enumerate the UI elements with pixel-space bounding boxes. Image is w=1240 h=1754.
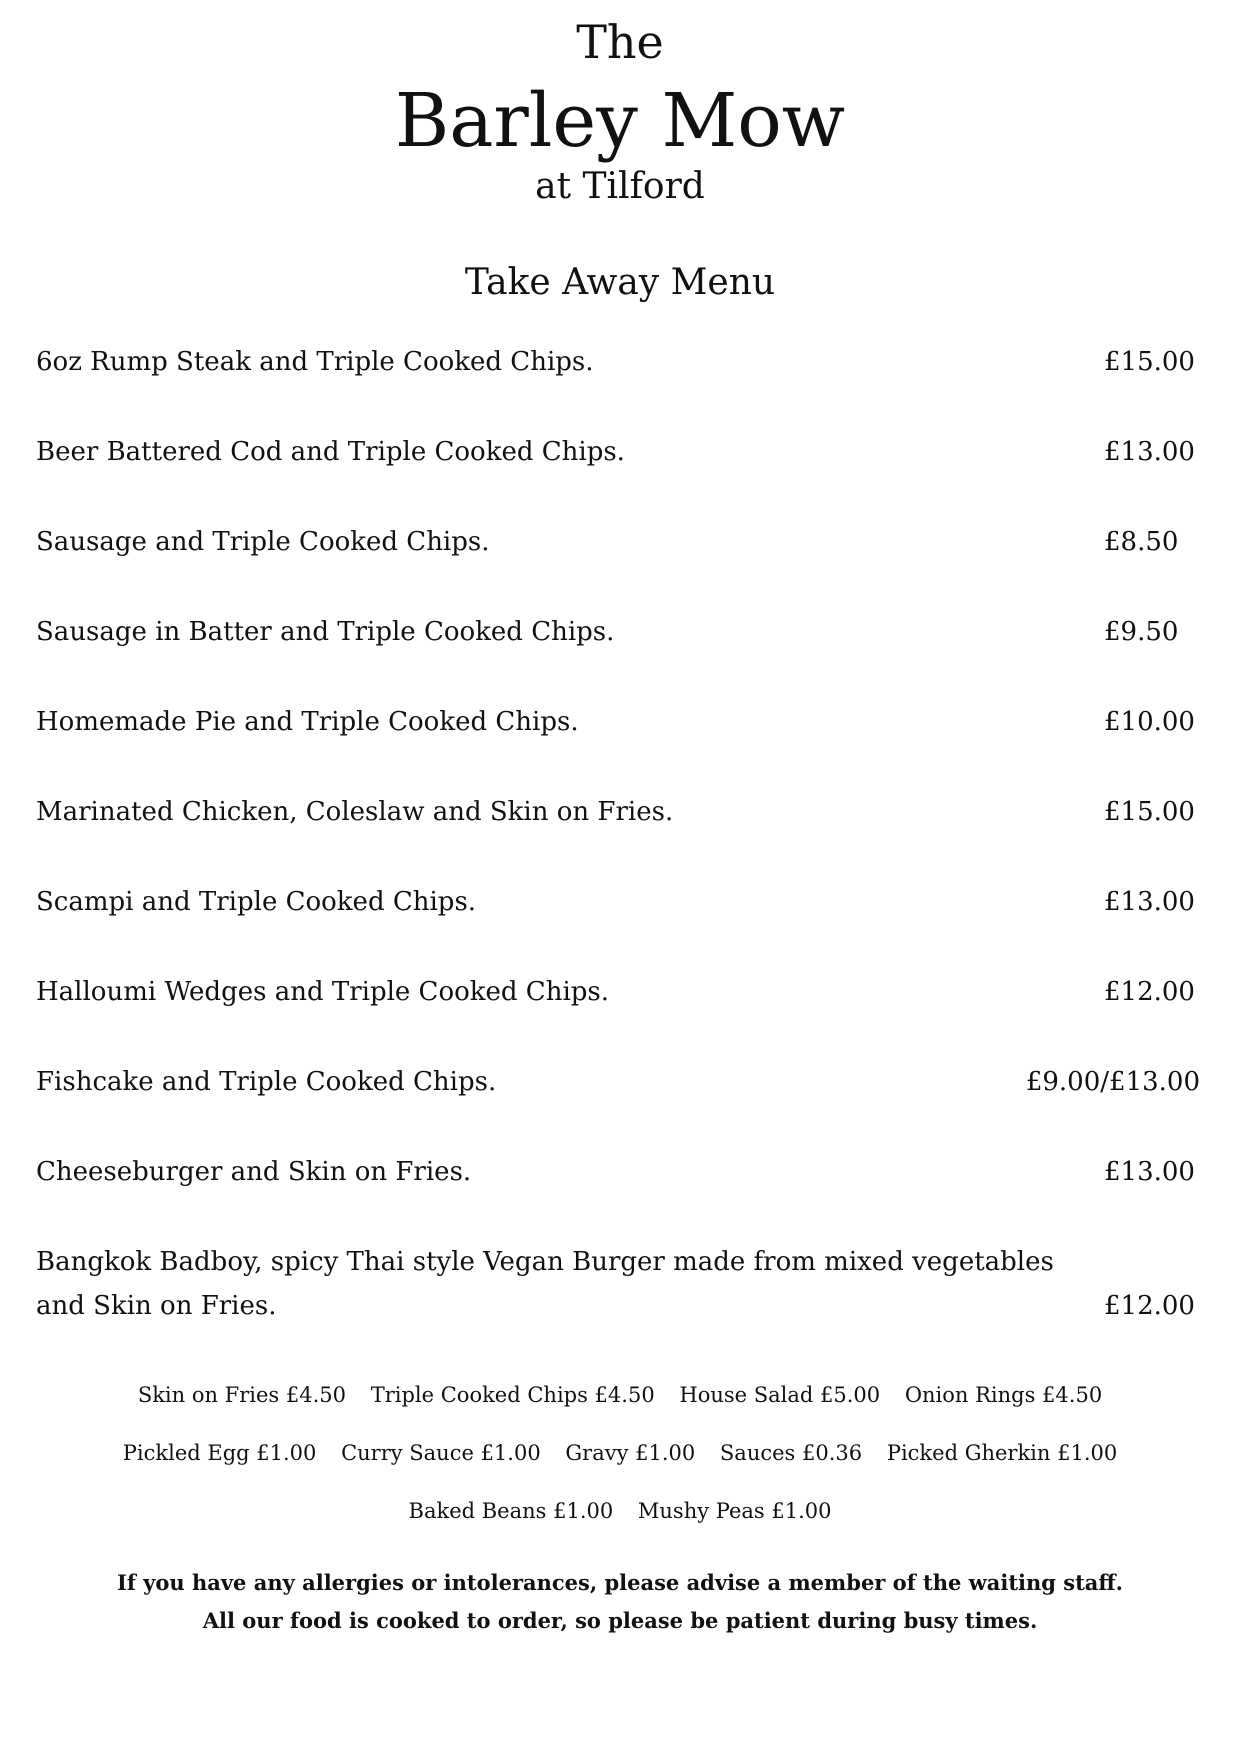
side-item: Skin on Fries £4.50 <box>137 1383 347 1407</box>
menu-item-name: Scampi and Triple Cooked Chips. <box>36 887 477 917</box>
side-item: Onion Rings £4.50 <box>904 1383 1103 1407</box>
menu-item-name: Sausage and Triple Cooked Chips. <box>36 527 490 557</box>
menu-item-price: £9.50 <box>1104 617 1179 647</box>
menu-item-name: 6oz Rump Steak and Triple Cooked Chips. <box>36 347 594 377</box>
sides-row <box>0 1494 1240 1552</box>
menu-item <box>36 700 1200 790</box>
menu-item-name: Sausage in Batter and Triple Cooked Chips. <box>36 617 615 647</box>
menu-item-name: Cheeseburger and Skin on Fries. <box>36 1157 472 1187</box>
menu-item <box>36 970 1200 1060</box>
title-the: The <box>576 15 664 69</box>
side-item: Gravy £1.00 <box>565 1441 696 1465</box>
menu-item <box>36 520 1200 610</box>
menu-item <box>36 1240 1200 1340</box>
menu-item-price: £15.00 <box>1104 347 1195 377</box>
menu-item-name: Beer Battered Cod and Triple Cooked Chips. <box>36 437 625 467</box>
side-item: Sauces £0.36 <box>719 1441 863 1465</box>
allergy-notice <box>0 1564 1240 1640</box>
menu-item <box>36 610 1200 700</box>
menu-item-price: £10.00 <box>1104 707 1195 737</box>
menu-item-price: £12.00 <box>1104 1291 1195 1321</box>
notice-line: If you have any allergies or intolerances, please advise a member of the waiting staff. <box>117 1570 1123 1595</box>
menu-item-price: £13.00 <box>1104 887 1195 917</box>
side-item: Picked Gherkin £1.00 <box>886 1441 1118 1465</box>
restaurant-location: at Tilford <box>535 166 705 207</box>
menu-item-price: £13.00 <box>1104 1157 1195 1187</box>
side-item: House Salad £5.00 <box>679 1383 881 1407</box>
menu-item <box>36 1150 1200 1240</box>
restaurant-name: Barley Mow <box>394 78 846 164</box>
menu-item <box>36 880 1200 970</box>
menu-list <box>36 340 1200 1340</box>
menu-item-name: Fishcake and Triple Cooked Chips. <box>36 1067 497 1097</box>
menu-item-name: Bangkok Badboy, spicy Thai style Vegan Burger made from mixed vegetables and Skin on Fries. <box>36 1247 1054 1321</box>
side-item: Triple Cooked Chips £4.50 <box>370 1383 655 1407</box>
side-item: Pickled Egg £1.00 <box>122 1441 317 1465</box>
menu-item <box>36 1060 1200 1150</box>
menu-item-price: £8.50 <box>1104 527 1179 557</box>
menu-item-price: £12.00 <box>1104 977 1195 1007</box>
side-item: Mushy Peas £1.00 <box>637 1499 832 1523</box>
menu-item-name: Homemade Pie and Triple Cooked Chips. <box>36 707 579 737</box>
notice-line: All our food is cooked to order, so please be patient during busy times. <box>202 1608 1038 1633</box>
sides-row <box>0 1378 1240 1436</box>
sides-row <box>0 1436 1240 1494</box>
menu-heading: Take Away Menu <box>464 262 776 303</box>
menu-item <box>36 340 1200 430</box>
sides-list <box>0 1378 1240 1552</box>
menu-item <box>36 790 1200 880</box>
menu-item-price: £13.00 <box>1104 437 1195 467</box>
side-item: Baked Beans £1.00 <box>408 1499 614 1523</box>
menu-item-name: Halloumi Wedges and Triple Cooked Chips. <box>36 977 610 1007</box>
menu-item-price: £15.00 <box>1104 797 1195 827</box>
side-item: Curry Sauce £1.00 <box>341 1441 541 1465</box>
menu-item-name: Marinated Chicken, Coleslaw and Skin on Fries. <box>36 797 674 827</box>
menu-item-price: £9.00/£13.00 <box>1025 1067 1200 1097</box>
menu-item <box>36 430 1200 520</box>
